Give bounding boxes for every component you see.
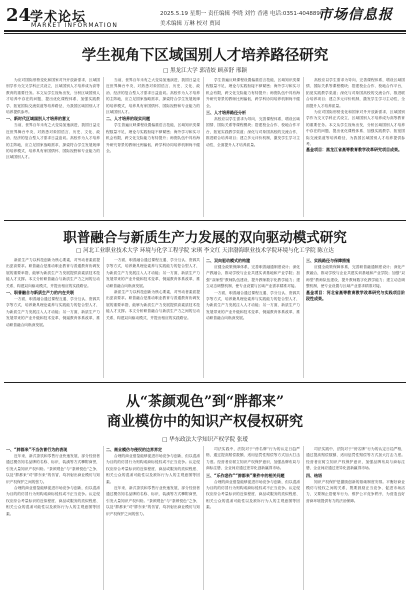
article1-subheading3: 三、人才培养路径分析 (206, 110, 246, 116)
article2-para1: 新质生产力以科技创新为核心要素，对劳动者素质提出更高要求。职普融合是推动职业教育与普通教育协调发展的重要举措，能够为新质生产力发展提供高素质技术技能人才支撑。本文分析职普融合与新质生产力之间的互动关系，构建双向驱动模式，并提出相应的实践路径。 (6, 258, 100, 288)
article2-title: 职普融合与新质生产力发展的双向驱动模式研究 (63, 230, 347, 246)
article1-para3: 学生普遍反映课程设置偏重语言技能，区域知识类课程数量不足，理论与实践衔接不够紧密；海外学习和实习机会有限，跨文化交际能力有待提升；师资队伍中具有海外研究背景的教师比例偏低，跨学科协同培养机制尚不健全。 (106, 123, 200, 154)
article1-col1 (6, 77, 100, 217)
article3-title-line1: 从“茶颜观色”到“胖都来” (125, 394, 285, 410)
article3-author: □ 华东政法大学知识产权学院 张瑷 (162, 437, 248, 443)
article3-title-line2: 商业模仿中的知识产权侵权研究 (107, 414, 303, 430)
article1-para1: 为应对国际形势变化和国家对外开放新需求，区域国别学作为交叉学科正式设立，区域国别人才培养成为高等教育的重要任务。本文从学生视角出发，分析区域国别人才培养中存在的问题，提出优化课程体系、加强实践教学、拓宽国际交流渠道等培养路径，为我国区域国别人才培养提供参考。 (6, 78, 100, 115)
section-title: 学术论坛 (30, 10, 87, 25)
article3-col2: 二、商业模仿与侵权的边界界定 合理的商业借鉴能够促进市场竞争与创新，但以混淆为目的的仿冒行为则构成商标侵权或不正当竞争。认定侵权应综合考量标识的近似程度、商品或服务的类似程度、相关公众的混淆可能性以及被诉行为人的主观意图等因素。 近年来，新式茶饮和零售行业快速发展，部分经营者通过模仿知名品牌的名称、标识、装潢等方式攀附商誉，引发大量知识产权纠纷。“茶颜观色”与“茶颜悦色”之争，以及“胖都来”对“胖东来”的仿冒，均折射出商业模仿与知识产权保护之间的张力。 (106, 447, 200, 516)
article3-subheading3: 三、“乐作悲作”“胖都来”案件中的相关问题 (206, 472, 285, 478)
article3-para2: 合理的商业借鉴能够促进市场竞争与创新，但以混淆为目的的仿冒行为则构成商标侵权或不正当竞争。认定侵权应综合考量标识的近似程度、商品或服务的类似程度、相关公众的混淆可能性以及被诉行为人的主观意图等因素。 (106, 454, 200, 484)
article3-title (4, 392, 406, 432)
header-rule (4, 30, 406, 32)
article1-fund-note: 基金项目：黑龙江省高等教育教学改革研究项目成果。 (306, 147, 402, 153)
article2-subheading1: 一、职普融合与新质生产力的内在关联 (6, 290, 74, 296)
article2-fund-note: 基金项目：河北省高等教育教学改革研究与实践项目阶段性成果。 (306, 289, 405, 302)
section-subtitle: MARKET INFORMATION (31, 22, 118, 29)
article3-subheading1: 一、“胖都来”不当仿冒行为的表现 (6, 447, 68, 452)
article2-author: □ 河北工业职业技术大学 环境与化学工程学院 宋琪 李文红 天津渤海职业技术学院环境与化工学院 陈立达 (76, 248, 334, 254)
separator-1 (4, 220, 406, 221)
article1-author: □ 黑龙江大学 郭清姣 顾彦舒 邢颖 (163, 68, 247, 74)
article1-title: 学生视角下区域国别人才培养路径研究 (81, 47, 329, 64)
article2-col4: 三、实践路径与保障措施 应健全政策保障体系，完善职普融通制度设计；深化产教融合，推动学校与企业共建实训基地和产业学院；加强“双师型”教师队伍建设，提升教师数字化教学能力；建立动态调整机制，使专业设置与区域产业需求精准对接。 基金项目：河北省高等教育教学改革研究与实践项目阶段性成果。 (306, 258, 405, 302)
article2-col2: 一方面，职普融合通过课程互通、学分互认、资源共享等方式，培养兼具理论素养与实践能力的复合型人才，为新质生产力发展注入人才动能；另一方面，新质生产力发展带来的产业升级和技术变革，倒逼教育体系改革，推动职普融合向纵深发展。 新质生产力以科技创新为核心要素，对劳动者素质提出更高要求。职普融合是推动职业教育与普通教育协调发展的重要举措，能够为新质生产力发展提供高素质技术技能人才支撑。本文分析职普融合与新质生产力之间的互动关系，构建双向驱动模式，并提出相应的实践路径。 (106, 258, 200, 320)
article3-col4: 司法实践中，法院对于“傍名牌”行为的认定日趋严格，通过提高赔偿数额、适用惩罚性赔偿等方式加大打击力度。经营者应树立知识产权保护意识，加强品牌布局与商标注册，企业间应通过差异化创新赢得市场。 四、结语 知识产权保护是激励创新的基础制度安排。平衡好商业模仿与侵权之间的关系，既要鼓励正当竞争、促进市场活力，又要制止搭便车行为、维护公平竞争秩序，为营造良好营商环境提供有力的法治保障。 (306, 447, 405, 503)
article1-col3: 学生普遍反映课程设置偏重语言技能，区域知识类课程数量不足，理论与实践衔接不够紧密；海外学习和实习机会有限，跨文化交际能力有待提升；师资队伍中具有海外研究背景的教师比例偏低，跨学科协同培养机制尚不健全。 三、人才培养路径分析 高校应以学生需求为导向，完善课程体系，增设区域国情、国际关系等课程模块；搭建校企合作、校地合作平台，拓宽实践教学渠道；深化与对象国高校的交流合作，推进联合培养项目；建立多元评价机制，激发学生学习主动性，全面提升人才培养质量。 (206, 78, 300, 147)
article3-para1: 近年来，新式茶饮和零售行业快速发展，部分经营者通过模仿知名品牌的名称、标识、装潢等方式攀附商誉，引发大量知识产权纠纷。“茶颜观色”与“茶颜悦色”之争，以及“胖都来”对“胖东来”的仿冒，均折射出商业模仿与知识产权保护之间的张力。 (6, 454, 100, 484)
article3-col1: 一、“胖都来”不当仿冒行为的表现 近年来，新式茶饮和零售行业快速发展，部分经营者通过模仿知名品牌的名称、标识、装潢等方式攀附商誉，引发大量知识产权纠纷。“茶颜观色”与“茶颜悦色”之争，以及“胖都来”对“胖东来”的仿冒，均折射出商业模仿与知识产权保护之间的张力。 合理的商业借鉴能够促进市场竞争与创新，但以混淆为目的的仿冒行为则构成商标侵权或不正当竞争。认定侵权应综合考量标识的近似程度、商品或服务的类似程度、相关公众的混淆可能性以及被诉行为人的主观意图等因素。 (6, 447, 100, 516)
newspaper-logo: 市场信息报 (318, 7, 393, 23)
article3-para4: 知识产权保护是激励创新的基础制度安排。平衡好商业模仿与侵权之间的关系，既要鼓励正当竞争、促进市场活力，又要制止搭便车行为、维护公平竞争秩序，为营造良好营商环境提供有力的法治保障。 (306, 479, 405, 503)
article1-para2: 当前，世界百年未有之大变局加速演进，我国日益走近世界舞台中央，对熟悉对象国语言、历史、文化、政治、经济的复合型人才需求日益迫切。高校作为人才培养的主阵地，应立足国家战略需求，探索符合学生发展规律的培养模式，培养具有家国情怀、国际视野和专业能力的区域国别人才。 (6, 123, 100, 160)
article2-subheading3: 三、实践路径与保障措施 (306, 258, 350, 263)
header-rule-thin (4, 33, 406, 34)
article1-col4: 高校应以学生需求为导向，完善课程体系，增设区域国情、国际关系等课程模块；搭建校企合作、校地合作平台，拓宽实践教学渠道；深化与对象国高校的交流合作，推进联合培养项目；建立多元评价机制，激发学生学习主动性，全面提升人才培养质量。 为应对国际形势变化和国家对外开放新需求，区域国别学作为交叉学科正式设立，区域国别人才培养成为高等教育的重要任务。本文从学生视角出发，分析区域国别人才培养中存在的问题，提出优化课程体系、加强实践教学、拓宽国际交流渠道等培养路径，为我国区域国别人才培养提供参考。 基金项目：黑龙江省高等教育教学改革研究项目成果。 (306, 78, 405, 153)
article1-col2: 当前，世界百年未有之大变局加速演进，我国日益走近世界舞台中央，对熟悉对象国语言、历史、文化、政治、经济的复合型人才需求日益迫切。高校作为人才培养的主阵地，应立足国家战略需求，探索符合学生发展规律的培养模式，培养具有家国情怀、国际视野和专业能力的区域国别人才。 二、人才培养的现实问题 学生普遍反映课程设置偏重语言技能，区域知识类课程数量不足，理论与实践衔接不够紧密；海外学习和实习机会有限，跨文化交际能力有待提升；师资队伍中具有海外研究背景的教师比例偏低，跨学科协同培养机制尚不健全。 (106, 78, 200, 154)
article2-subheading2: 二、双向驱动模式的构建 (206, 258, 250, 263)
article1-subheading1: 一、新时代区域国别人才培养的意义 (6, 116, 70, 122)
date-line: 2025.5.19 星期一 责任编辑 李晓 刘竹 香港 电话:0351-4048890 (160, 11, 324, 17)
page-number: 24 (6, 5, 32, 26)
editor-line: 美术编辑 万琳 校对 贾园 (160, 21, 221, 27)
article2-col1: 新质生产力以科技创新为核心要素，对劳动者素质提出更高要求。职普融合是推动职业教育与普通教育协调发展的重要举措，能够为新质生产力发展提供高素质技术技能人才支撑。本文分析职普融合与新质生产力之间的互动关系，构建双向驱动模式，并提出相应的实践路径。 一、职普融合与新质生产力的内在关联 一方面，职普融合通过课程互通、学分互认、资源共享等方式，培养兼具理论素养与实践能力的复合型人才，为新质生产力发展注入人才动能；另一方面，新质生产力发展带来的产业升级和技术变革，倒逼教育体系改革，推动职普融合向纵深发展。 (6, 258, 100, 327)
article2-para3: 应健全政策保障体系，完善职普融通制度设计；深化产教融合，推动学校与企业共建实训基地和产业学院；加强“双师型”教师队伍建设，提升教师数字化教学能力；建立动态调整机制，使专业设置与区域产业需求精准对接。 (206, 265, 300, 289)
separator-2 (4, 382, 406, 383)
article1-subheading2: 二、人才培养的现实问题 (106, 116, 150, 122)
article1-para4: 高校应以学生需求为导向，完善课程体系，增设区域国情、国际关系等课程模块；搭建校企合作、校地合作平台，拓宽实践教学渠道；深化与对象国高校的交流合作，推进联合培养项目；建立多元评价机制，激发学生学习主动性，全面提升人才培养质量。 (206, 117, 300, 147)
article2-col3: 二、双向驱动模式的构建 应健全政策保障体系，完善职普融通制度设计；深化产教融合，推动学校与企业共建实训基地和产业学院；加强“双师型”教师队伍建设，提升教师数字化教学能力；建立动态调整机制，使专业设置与区域产业需求精准对接。 一方面，职普融合通过课程互通、学分互认、资源共享等方式，培养兼具理论素养与实践能力的复合型人才，为新质生产力发展注入人才动能；另一方面，新质生产力发展带来的产业升级和技术变革，倒逼教育体系改革，推动职普融合向纵深发展。 (206, 258, 300, 321)
article3-subheading2: 二、商业模仿与侵权的边界界定 (106, 447, 162, 452)
article3-col3: 司法实践中，法院对于“傍名牌”行为的认定日趋严格，通过提高赔偿数额、适用惩罚性赔偿等方式加大打击力度。经营者应树立知识产权保护意识，加强品牌布局与商标注册，企业间应通过差异化创新赢得市场。 三、“乐作悲作”“胖都来”案件中的相关问题 合理的商业借鉴能够促进市场竞争与创新，但以混淆为目的的仿冒行为则构成商标侵权或不正当竞争。认定侵权应综合考量标识的近似程度、商品或服务的类似程度、相关公众的混淆可能性以及被诉行为人的主观意图等因素。 (206, 447, 300, 510)
article3-para3: 司法实践中，法院对于“傍名牌”行为的认定日趋严格，通过提高赔偿数额、适用惩罚性赔偿等方式加大打击力度。经营者应树立知识产权保护意识，加强品牌布局与商标注册，企业间应通过差异化创新赢得市场。 (206, 447, 300, 471)
article2-para2: 一方面，职普融合通过课程互通、学分互认、资源共享等方式，培养兼具理论素养与实践能力的复合型人才，为新质生产力发展注入人才动能；另一方面，新质生产力发展带来的产业升级和技术变革，倒逼教育体系改革，推动职普融合向纵深发展。 (106, 258, 200, 288)
article3-subheading4: 四、结语 (306, 472, 322, 478)
